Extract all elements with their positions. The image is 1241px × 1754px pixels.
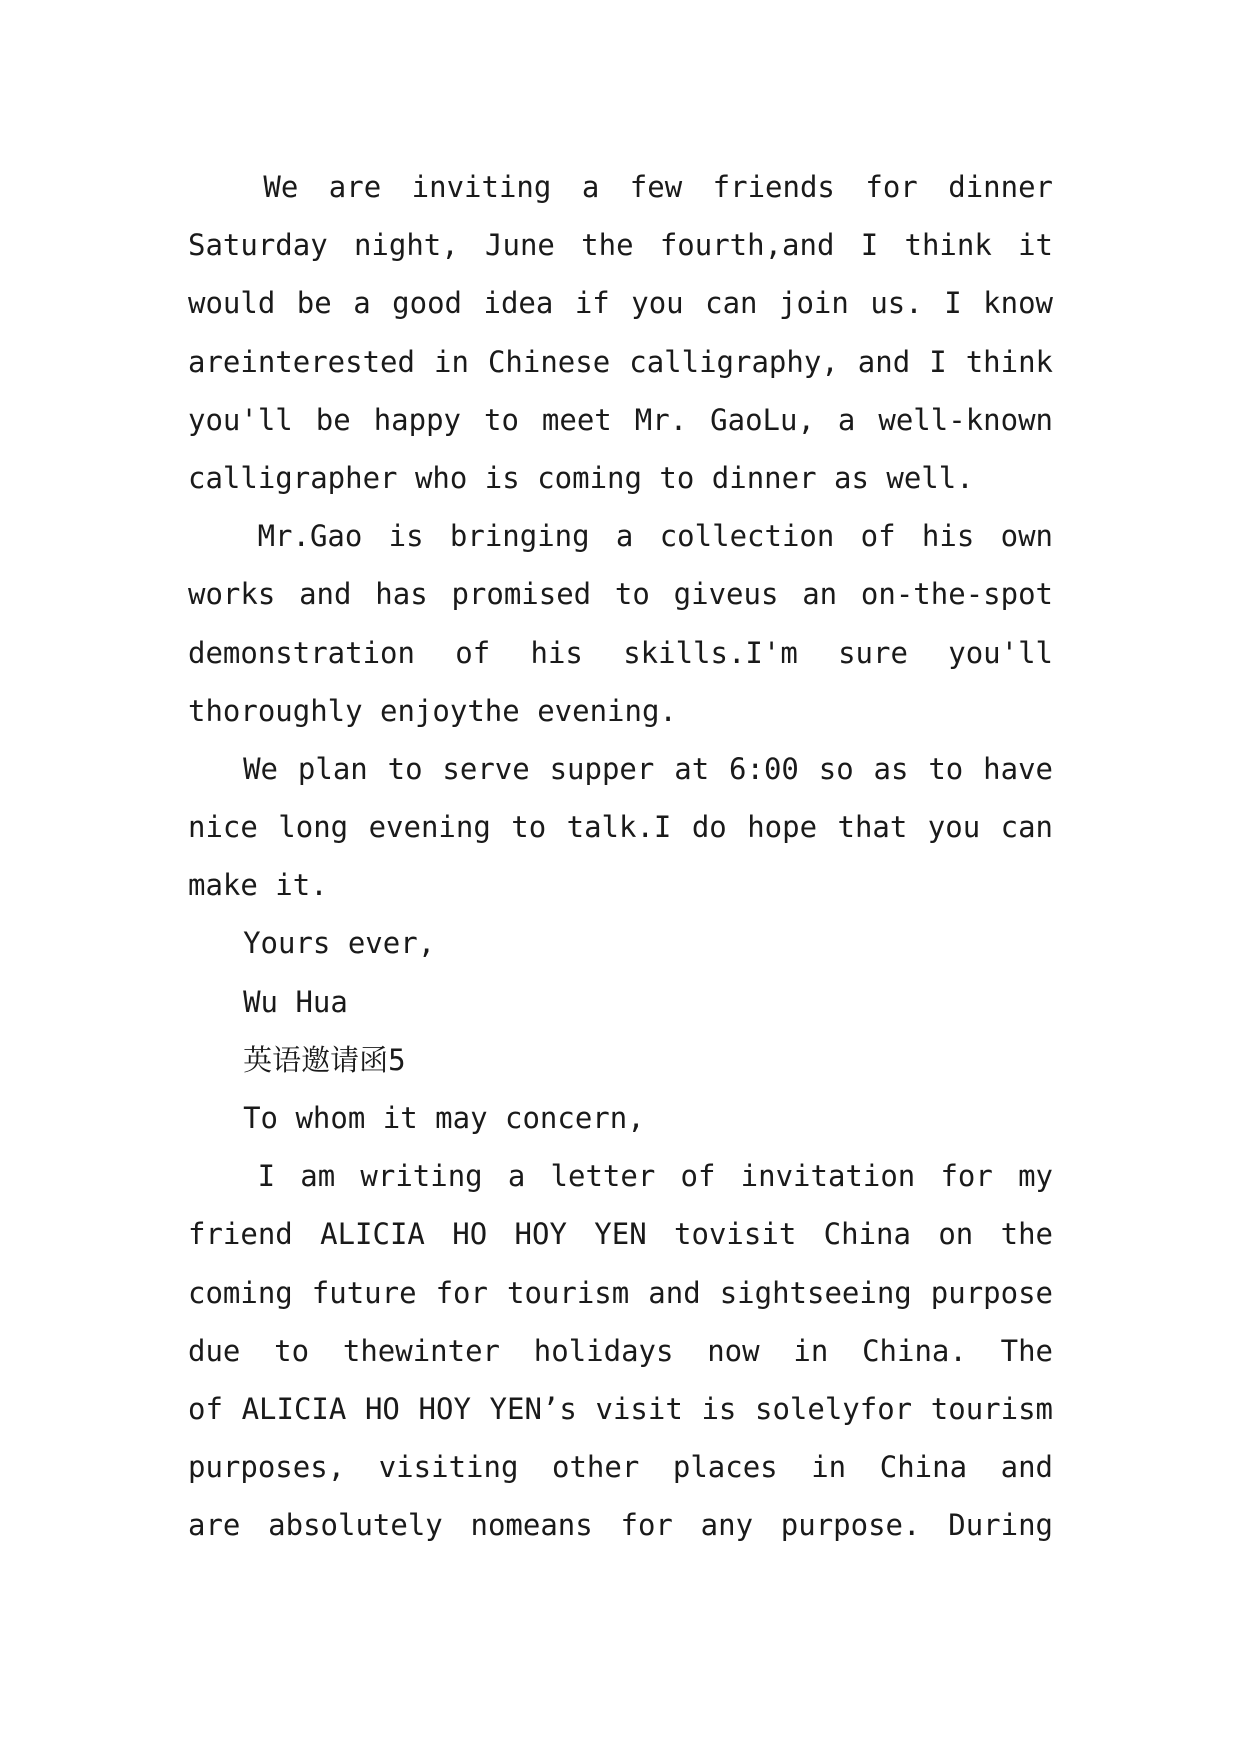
text-line: make it. bbox=[188, 868, 328, 903]
text-line: are absolutely nomeans for any purpose. During bbox=[188, 1508, 1053, 1543]
text-line: due to thewinter holidays now in China. The bbox=[188, 1333, 1053, 1368]
text-line: To whom it may concern, bbox=[243, 1101, 645, 1135]
text-line: of ALICIA HO HOY YEN’s visit is solelyfor tourism bbox=[188, 1391, 1053, 1426]
text-line: areinterested in Chinese calligraphy, and I think bbox=[188, 344, 1053, 379]
text-line: works and has promised to giveus an on-the-spot bbox=[188, 577, 1053, 612]
text-line: nice long evening to talk.I do hope that you can bbox=[188, 810, 1053, 845]
text-line: coming future for tourism and sightseeing purpose bbox=[188, 1275, 1053, 1310]
text-line: I am writing a letter of invitation for my bbox=[257, 1159, 1053, 1194]
document-page bbox=[188, 158, 1053, 1555]
text-line: thoroughly enjoythe evening. bbox=[188, 693, 677, 728]
text-line: Yours ever, bbox=[243, 926, 436, 961]
text-line: Saturday night, June the fourth,and I think it bbox=[188, 228, 1053, 263]
text-line: Wu Hua bbox=[243, 984, 348, 1019]
text-line: you'll be happy to meet Mr. GaoLu, a well-known bbox=[188, 402, 1053, 437]
text-line: Mr.Gao is bringing a collection of his own bbox=[257, 519, 1053, 554]
text-line: We are inviting a few friends for dinner bbox=[263, 170, 1053, 204]
text-line: friend ALICIA HO HOY YEN tovisit China on the bbox=[188, 1217, 1053, 1252]
text-line: 英语邀请函5 bbox=[243, 1042, 406, 1077]
text-line: purposes, visiting other places in China and bbox=[188, 1450, 1053, 1485]
text-line: calligrapher who is coming to dinner as well. bbox=[188, 460, 974, 495]
text-line: would be a good idea if you can join us. I know bbox=[188, 286, 1053, 321]
text-line: We plan to serve supper at 6:00 so as to have bbox=[243, 751, 1053, 786]
text-line: demonstration of his skills.I'm sure you'll bbox=[188, 635, 1053, 670]
